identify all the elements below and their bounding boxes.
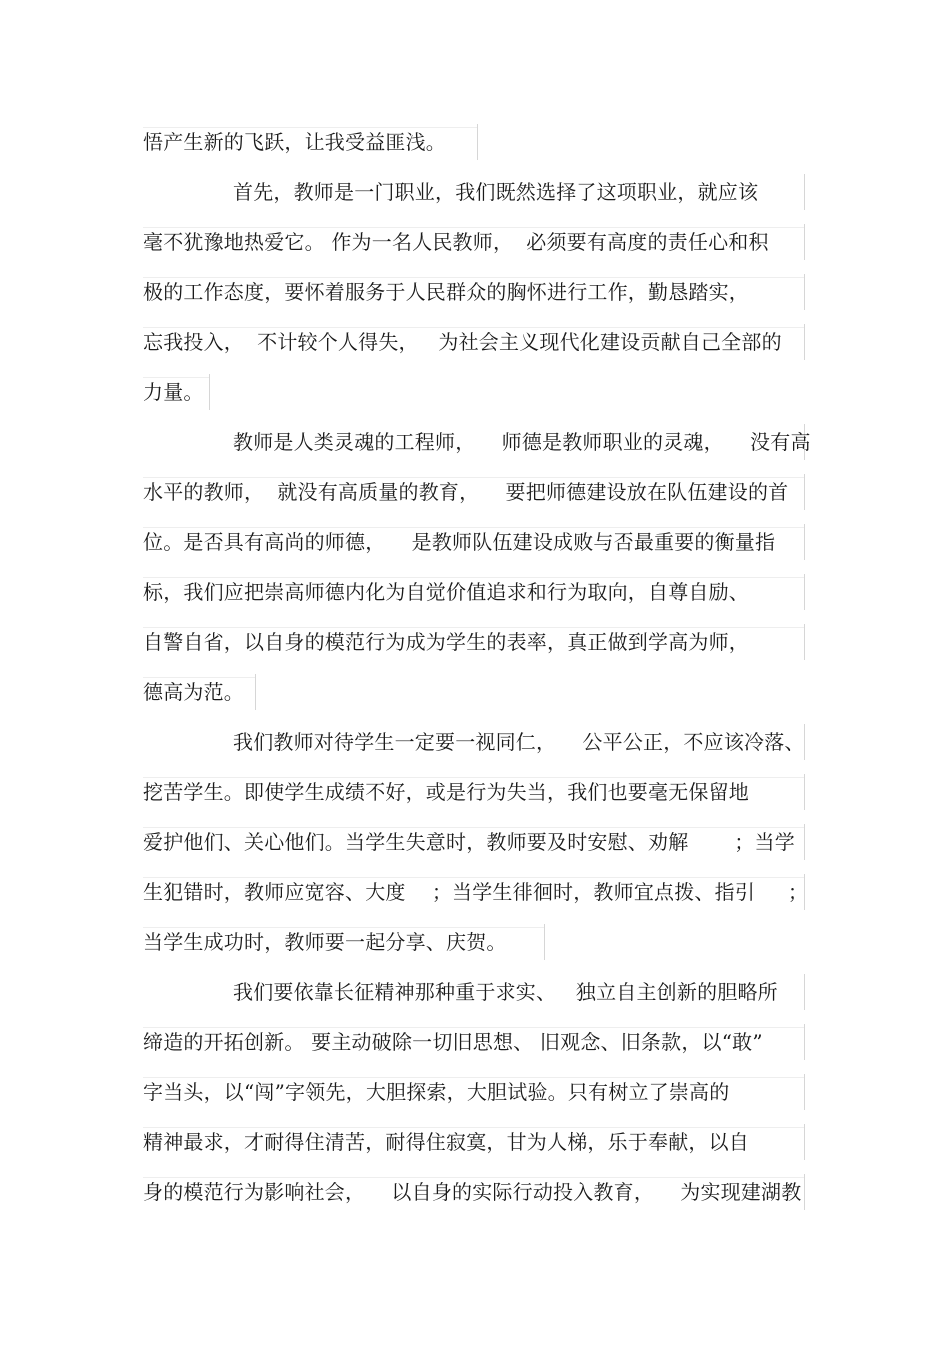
text-line: 身的模范行为影响社会， 以自身的实际行动投入教育， 为实现建湖教 <box>143 1180 802 1204</box>
text-line: 德高为范。 <box>143 680 244 704</box>
paragraph-first-line: 我们教师对待学生一定要一视同仁， 公平公正，不应该冷落、 <box>233 730 805 754</box>
text-line: 字当头，以“闯”字领先，大胆探索，大胆试验。只有树立了崇高的 <box>143 1080 730 1104</box>
text-line: 忘我投入， 不计较个人得失， 为社会主义现代化建设贡献自己全部的 <box>143 330 782 354</box>
text-line: 极的工作态度，要怀着服务于人民群众的胸怀进行工作，勤恳踏实， <box>143 280 749 304</box>
text-line: 毫不犹豫地热爱它。 作为一名人民教师， 必须要有高度的责任心和积 <box>143 230 769 254</box>
text-line: 水平的教师， 就没有高质量的教育， 要把师德建设放在队伍建设的首 <box>143 480 789 504</box>
text-line: 爱护他们、关心他们。当学生失意时，教师要及时安慰、劝解 ；当学 <box>143 830 795 854</box>
text-line: 精神最求，才耐得住清苦，耐得住寂寞，甘为人梯，乐于奉献，以自 <box>143 1130 749 1154</box>
text-line: 标，我们应把崇高师德内化为自觉价值追求和行为取向，自尊自励、 <box>143 580 749 604</box>
text-line: 悟产生新的飞跃，让我受益匪浅。 <box>143 130 446 154</box>
text-line: 挖苦学生。即使学生成绩不好，或是行为失当，我们也要毫无保留地 <box>143 780 749 804</box>
paragraph-first-line: 我们要依靠长征精神那种重于求实、 独立自主创新的胆略所 <box>233 980 778 1004</box>
text-line: 自警自省，以自身的模范行为成为学生的表率，真正做到学高为师， <box>143 630 749 654</box>
text-line: 位。是否具有高尚的师德， 是教师队伍建设成败与否最重要的衡量指 <box>143 530 776 554</box>
text-line: 生犯错时，教师应宽容、大度 ；当学生徘徊时，教师宜点拨、指引 ； <box>143 880 809 904</box>
text-line: 力量。 <box>143 380 204 404</box>
paragraph-first-line: 教师是人类灵魂的工程师， 师德是教师职业的灵魂， 没有高 <box>233 430 811 454</box>
text-line: 当学生成功时，教师要一起分享、庆贺。 <box>143 930 507 954</box>
text-line: 缔造的开拓创新。 要主动破除一切旧思想、 旧观念、旧条款，以“敢” <box>143 1030 763 1054</box>
paragraph-first-line: 首先，教师是一门职业，我们既然选择了这项职业，就应该 <box>233 180 759 204</box>
